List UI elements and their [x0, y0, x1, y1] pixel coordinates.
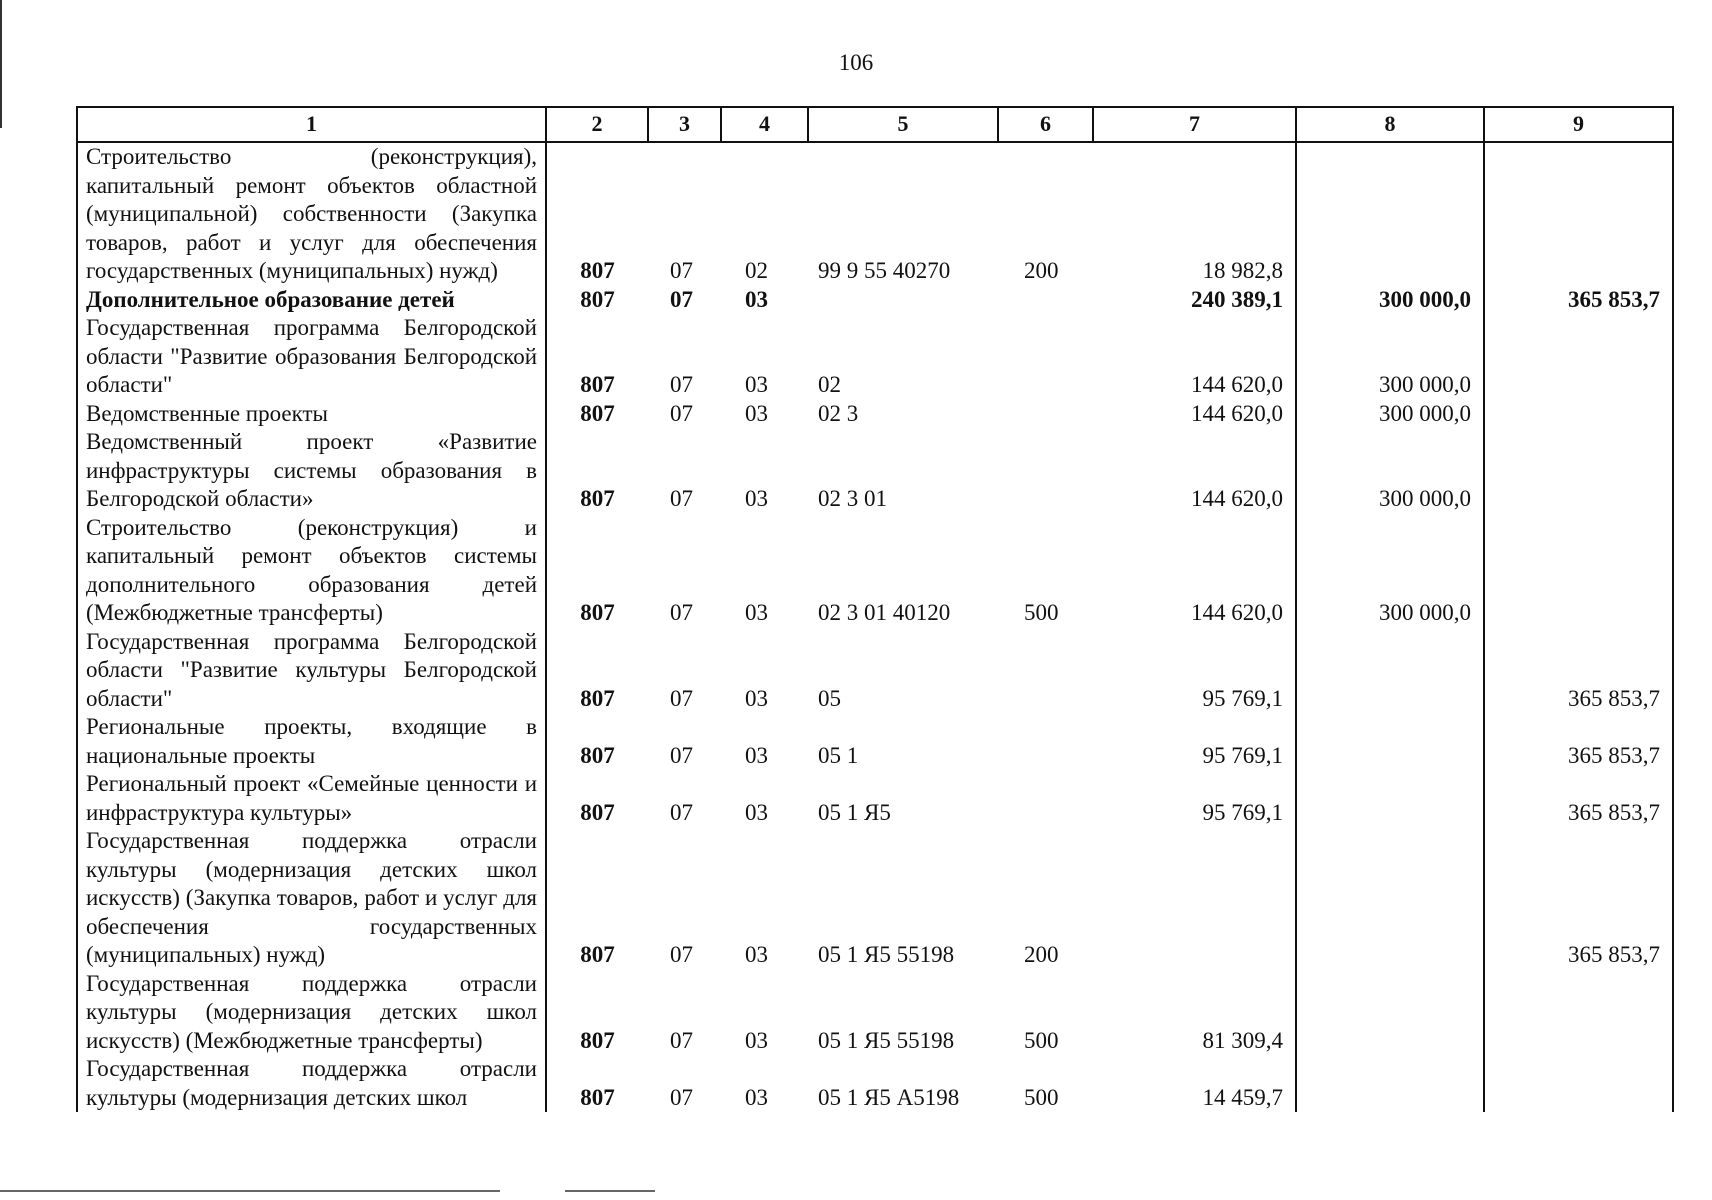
- cell-amount-col8: [1296, 1055, 1484, 1112]
- cell-ministry-code: 807: [580, 742, 615, 768]
- cell-subsection: 03: [745, 286, 768, 312]
- header-col-3: 3: [648, 107, 721, 142]
- budget-table-wrapper: [76, 106, 1672, 1112]
- table-row: [77, 428, 1673, 514]
- scan-bottom-mark: [565, 1190, 655, 1192]
- table-row: [77, 713, 1673, 770]
- cell-ministry-code: 807: [580, 486, 615, 511]
- cell-amount-col8: 300 000,0: [1296, 314, 1484, 400]
- table-body: [77, 142, 1673, 1112]
- page-number: 106: [838, 50, 874, 75]
- description-text: Ведомственные проекты: [86, 400, 328, 426]
- cell-ministry-code: 807: [580, 258, 615, 283]
- cell-amount-col7: 95 769,1: [1202, 685, 1283, 711]
- header-col-2: 2: [546, 107, 648, 142]
- cell-amount-col9: [1484, 142, 1673, 286]
- scan-bottom-line: [0, 1190, 500, 1192]
- cell-section: 07: [670, 286, 693, 312]
- cell-target-article: 05 1: [818, 742, 859, 768]
- cell-expense-type: 200: [1024, 258, 1059, 283]
- cell-ministry-code: 807: [580, 286, 615, 312]
- description-text: Строительство (реконструкция) и капитальный ремонт объектов системы дополнительного образования детей (Межбюджетные трансферты): [86, 514, 537, 625]
- cell-amount-col9: 365 853,7: [1484, 628, 1673, 714]
- cell-target-article: 99 9 55 40270: [818, 258, 951, 283]
- cell-description: [77, 628, 546, 714]
- cell-target-article: 02: [818, 372, 841, 397]
- cell-amount-col9: 365 853,7: [1484, 827, 1673, 970]
- cell-description: [77, 400, 546, 429]
- description-text: Строительство (реконструкция), капитальный ремонт объектов областной (муниципальной) собственности (Закупка товаров, работ и услуг для обеспечения государственных (муниципальных) нужд): [86, 144, 537, 283]
- cell-expense-type: [998, 628, 1093, 714]
- description-text: Региональные проекты, входящие в национальные проекты: [86, 714, 537, 768]
- cell-subsection: 03: [745, 1084, 768, 1110]
- cell-amount-col8: [1296, 827, 1484, 970]
- cell-ministry-code: 807: [580, 600, 615, 625]
- cell-description: [77, 713, 546, 770]
- cell-ministry-code: 807: [580, 799, 615, 825]
- cell-description: [77, 314, 546, 400]
- cell-section: 07: [670, 799, 693, 825]
- table-row: [77, 314, 1673, 400]
- cell-amount-col7: 14 459,7: [1202, 1084, 1283, 1110]
- table-row: [77, 1055, 1673, 1112]
- description-text: Региональный проект «Семейные ценности и инфраструктура культуры»: [86, 771, 537, 825]
- cell-target-article: 02 3 01 40120: [818, 600, 951, 625]
- cell-target-article: 02 3: [818, 400, 859, 426]
- cell-amount-col7: 95 769,1: [1202, 799, 1283, 825]
- cell-amount-col9: [1484, 514, 1673, 628]
- cell-description: [77, 770, 546, 827]
- header-col-9: 9: [1484, 107, 1673, 142]
- cell-amount-col9: 365 853,7: [1484, 713, 1673, 770]
- cell-section: 07: [670, 685, 693, 711]
- table-row: [77, 286, 1673, 315]
- cell-target-article: 02 3 01: [818, 486, 887, 511]
- cell-amount-col9: [1484, 428, 1673, 514]
- cell-target-article: 05 1 Я5 55198: [818, 942, 955, 967]
- cell-section: 07: [670, 1084, 693, 1110]
- cell-amount-col9: [1484, 1055, 1673, 1112]
- cell-expense-type: [998, 770, 1093, 827]
- header-col-1: 1: [77, 107, 546, 142]
- cell-target-article: 05 1 Я5 А5198: [818, 1084, 960, 1110]
- cell-section: 07: [670, 742, 693, 768]
- cell-amount-col7: 144 620,0: [1191, 486, 1283, 511]
- cell-target-article: 05: [818, 685, 841, 711]
- cell-amount-col7: 144 620,0: [1191, 372, 1283, 397]
- cell-subsection: 03: [745, 942, 768, 967]
- cell-amount-col9: [1484, 970, 1673, 1056]
- description-text: Государственная программа Белгородской области "Развитие культуры Белгородской области": [86, 628, 537, 711]
- cell-amount-col9: 365 853,7: [1484, 286, 1673, 315]
- cell-subsection: 03: [745, 400, 768, 426]
- cell-amount-col7: 144 620,0: [1191, 600, 1283, 625]
- cell-expense-type: 200: [1024, 942, 1059, 967]
- cell-ministry-code: 807: [580, 372, 615, 397]
- cell-target-article: 05 1 Я5: [818, 799, 891, 825]
- cell-section: 07: [670, 1027, 693, 1053]
- cell-amount-col9: [1484, 314, 1673, 400]
- cell-amount-col7: 81 309,4: [1202, 1027, 1283, 1053]
- cell-description: [77, 428, 546, 514]
- cell-description: [77, 1055, 546, 1112]
- cell-expense-type: [998, 713, 1093, 770]
- cell-amount-col8: [1296, 628, 1484, 714]
- cell-description: [77, 286, 546, 315]
- cell-section: 07: [670, 942, 693, 967]
- cell-expense-type: [998, 400, 1093, 429]
- cell-amount-col7: 18 982,8: [1202, 258, 1283, 283]
- cell-subsection: 03: [745, 1027, 768, 1053]
- cell-amount-col9: 365 853,7: [1484, 770, 1673, 827]
- cell-target-article: 05 1 Я5 55198: [818, 1027, 955, 1053]
- cell-expense-type: 500: [1024, 1084, 1059, 1110]
- description-text: Государственная поддержка отрасли культуры (модернизация детских школ искусств) (Закупка товаров, работ и услуг для обеспечения государственных (муниципальных) нужд): [86, 828, 537, 967]
- cell-amount-col8: [1296, 142, 1484, 286]
- table-row: [77, 514, 1673, 628]
- cell-amount-col7: 240 389,1: [1191, 286, 1283, 312]
- cell-ministry-code: 807: [580, 1084, 615, 1110]
- cell-target-article: [808, 286, 998, 315]
- cell-description: [77, 514, 546, 628]
- budget-table: [76, 106, 1674, 1112]
- cell-amount-col8: [1296, 970, 1484, 1056]
- header-col-5: 5: [808, 107, 998, 142]
- description-text: Государственная поддержка отрасли культуры (модернизация детских школ: [86, 1056, 537, 1110]
- cell-amount-col8: 300 000,0: [1296, 428, 1484, 514]
- cell-ministry-code: 807: [580, 1027, 615, 1053]
- cell-amount-col7: [1093, 827, 1296, 970]
- header-col-8: 8: [1296, 107, 1484, 142]
- cell-section: 07: [670, 400, 693, 426]
- cell-amount-col8: 300 000,0: [1296, 514, 1484, 628]
- description-text: Дополнительное образование детей: [86, 286, 455, 312]
- cell-amount-col9: [1484, 400, 1673, 429]
- cell-ministry-code: 807: [580, 942, 615, 967]
- cell-subsection: 02: [745, 258, 768, 283]
- cell-section: 07: [670, 600, 693, 625]
- cell-subsection: 03: [745, 685, 768, 711]
- cell-expense-type: 500: [1024, 600, 1059, 625]
- description-text: Государственная поддержка отрасли культуры (модернизация детских школ искусств) (Межбюджетные трансферты): [86, 970, 537, 1053]
- cell-description: [77, 827, 546, 970]
- table-row: [77, 970, 1673, 1056]
- cell-section: 07: [670, 486, 693, 511]
- cell-section: 07: [670, 372, 693, 397]
- cell-ministry-code: 807: [580, 685, 615, 711]
- cell-description: [77, 142, 546, 286]
- table-row: [77, 770, 1673, 827]
- header-row: [77, 107, 1673, 142]
- cell-expense-type: [998, 286, 1093, 315]
- cell-amount-col8: [1296, 713, 1484, 770]
- header-col-4: 4: [721, 107, 808, 142]
- cell-subsection: 03: [745, 372, 768, 397]
- cell-subsection: 03: [745, 742, 768, 768]
- cell-section: 07: [670, 258, 693, 283]
- header-col-7: 7: [1093, 107, 1296, 142]
- cell-expense-type: [998, 314, 1093, 400]
- cell-amount-col7: 144 620,0: [1191, 400, 1283, 426]
- table-row: [77, 142, 1673, 286]
- cell-amount-col8: 300 000,0: [1296, 286, 1484, 315]
- cell-subsection: 03: [745, 486, 768, 511]
- table-row: [77, 628, 1673, 714]
- table-row: [77, 827, 1673, 970]
- header-col-6: 6: [998, 107, 1093, 142]
- cell-subsection: 03: [745, 799, 768, 825]
- description-text: Ведомственный проект «Развитие инфраструктуры системы образования в Белгородской области»: [86, 429, 537, 511]
- description-text: Государственная программа Белгородской области "Развитие образования Белгородской области": [86, 315, 537, 397]
- table-row: [77, 400, 1673, 429]
- cell-expense-type: [998, 428, 1093, 514]
- cell-ministry-code: 807: [580, 400, 615, 426]
- cell-amount-col7: 95 769,1: [1202, 742, 1283, 768]
- cell-amount-col8: 300 000,0: [1296, 400, 1484, 429]
- cell-description: [77, 970, 546, 1056]
- cell-amount-col8: [1296, 770, 1484, 827]
- cell-expense-type: 500: [1024, 1027, 1059, 1053]
- cell-subsection: 03: [745, 600, 768, 625]
